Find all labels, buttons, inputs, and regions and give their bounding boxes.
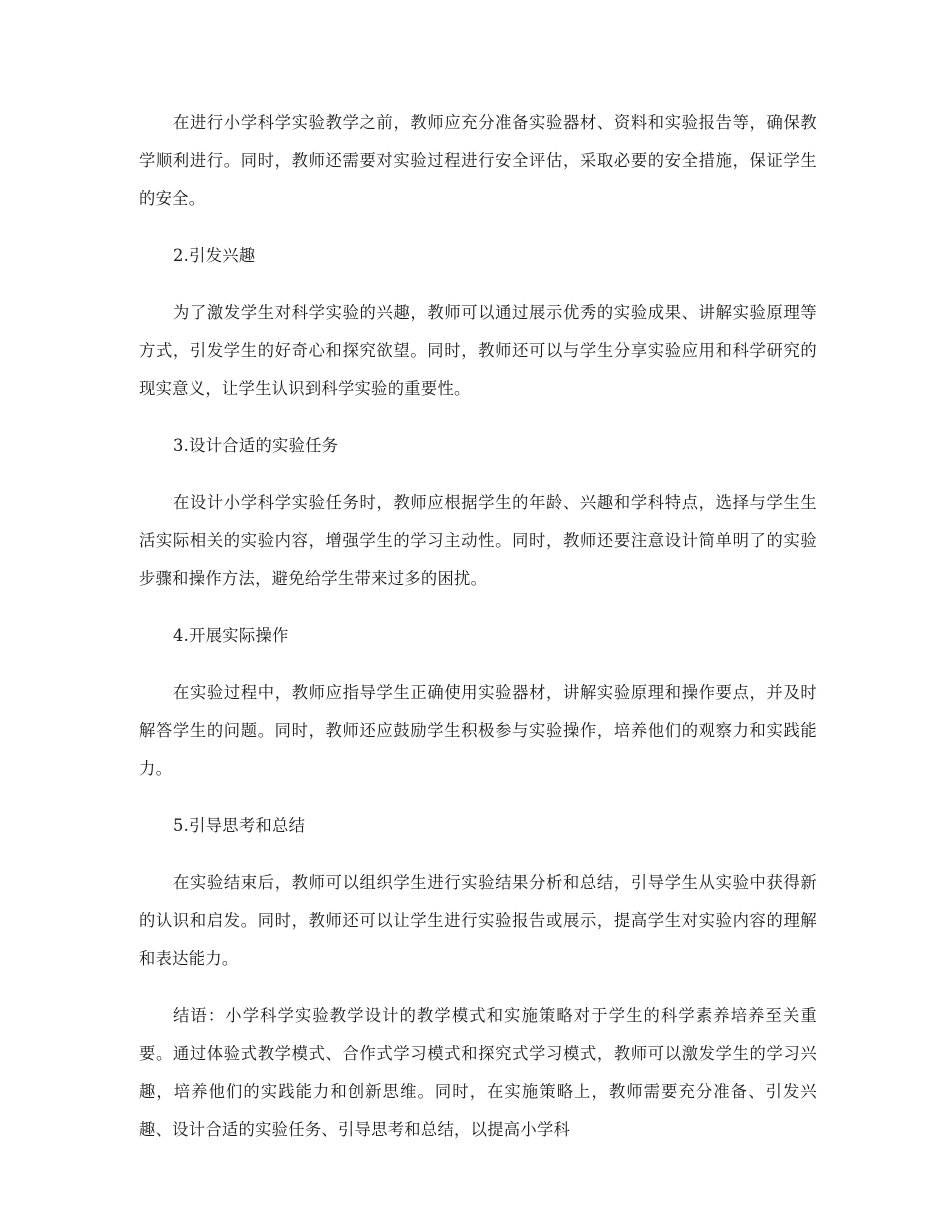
- paragraph-reflection: 在实验结束后，教师可以组织学生进行实验结果分析和总结，引导学生从实验中获得新的认识和启发。同时，教师还可以让学生进行实验报告或展示，提高学生对实验内容的理解和表达能力。: [139, 873, 817, 968]
- section-heading-reflection: 5.引导思考和总结: [173, 816, 306, 835]
- section-heading-operation: 4.开展实际操作: [173, 626, 289, 645]
- section-heading-task-design: 3.设计合适的实验任务: [173, 436, 339, 455]
- document-body: [139, 104, 817, 1168]
- paragraph-conclusion: 结语：小学科学实验教学设计的教学模式和实施策略对于学生的科学素养培养至关重要。通过体验式教学模式、合作式学习模式和探究式学习模式，教师可以激发学生的学习兴趣，培养他们的实践能力和创新思维。同时，在实施策略上，教师需要充分准备、引发兴趣、设计合适的实验任务、引导思考和总结，以提高小学科: [139, 1006, 817, 1139]
- paragraph-preparation: 在进行小学科学实验教学之前，教师应充分准备实验器材、资料和实验报告等，确保教学顺利进行。同时，教师还需要对实验过程进行安全评估，采取必要的安全措施，保证学生的安全。: [139, 113, 817, 208]
- paragraph-task-design: 在设计小学科学实验任务时，教师应根据学生的年龄、兴趣和学科特点，选择与学生生活实际相关的实验内容，增强学生的学习主动性。同时，教师还要注意设计简单明了的实验步骤和操作方法，避免给学生带来过多的困扰。: [139, 493, 817, 588]
- section-heading-interest: 2.引发兴趣: [173, 246, 256, 265]
- paragraph-interest: 为了激发学生对科学实验的兴趣，教师可以通过展示优秀的实验成果、讲解实验原理等方式，引发学生的好奇心和探究欲望。同时，教师还可以与学生分享实验应用和科学研究的现实意义，让学生认识到科学实验的重要性。: [139, 303, 817, 398]
- paragraph-operation: 在实验过程中，教师应指导学生正确使用实验器材，讲解实验原理和操作要点，并及时解答学生的问题。同时，教师还应鼓励学生积极参与实验操作，培养他们的观察力和实践能力。: [139, 683, 817, 778]
